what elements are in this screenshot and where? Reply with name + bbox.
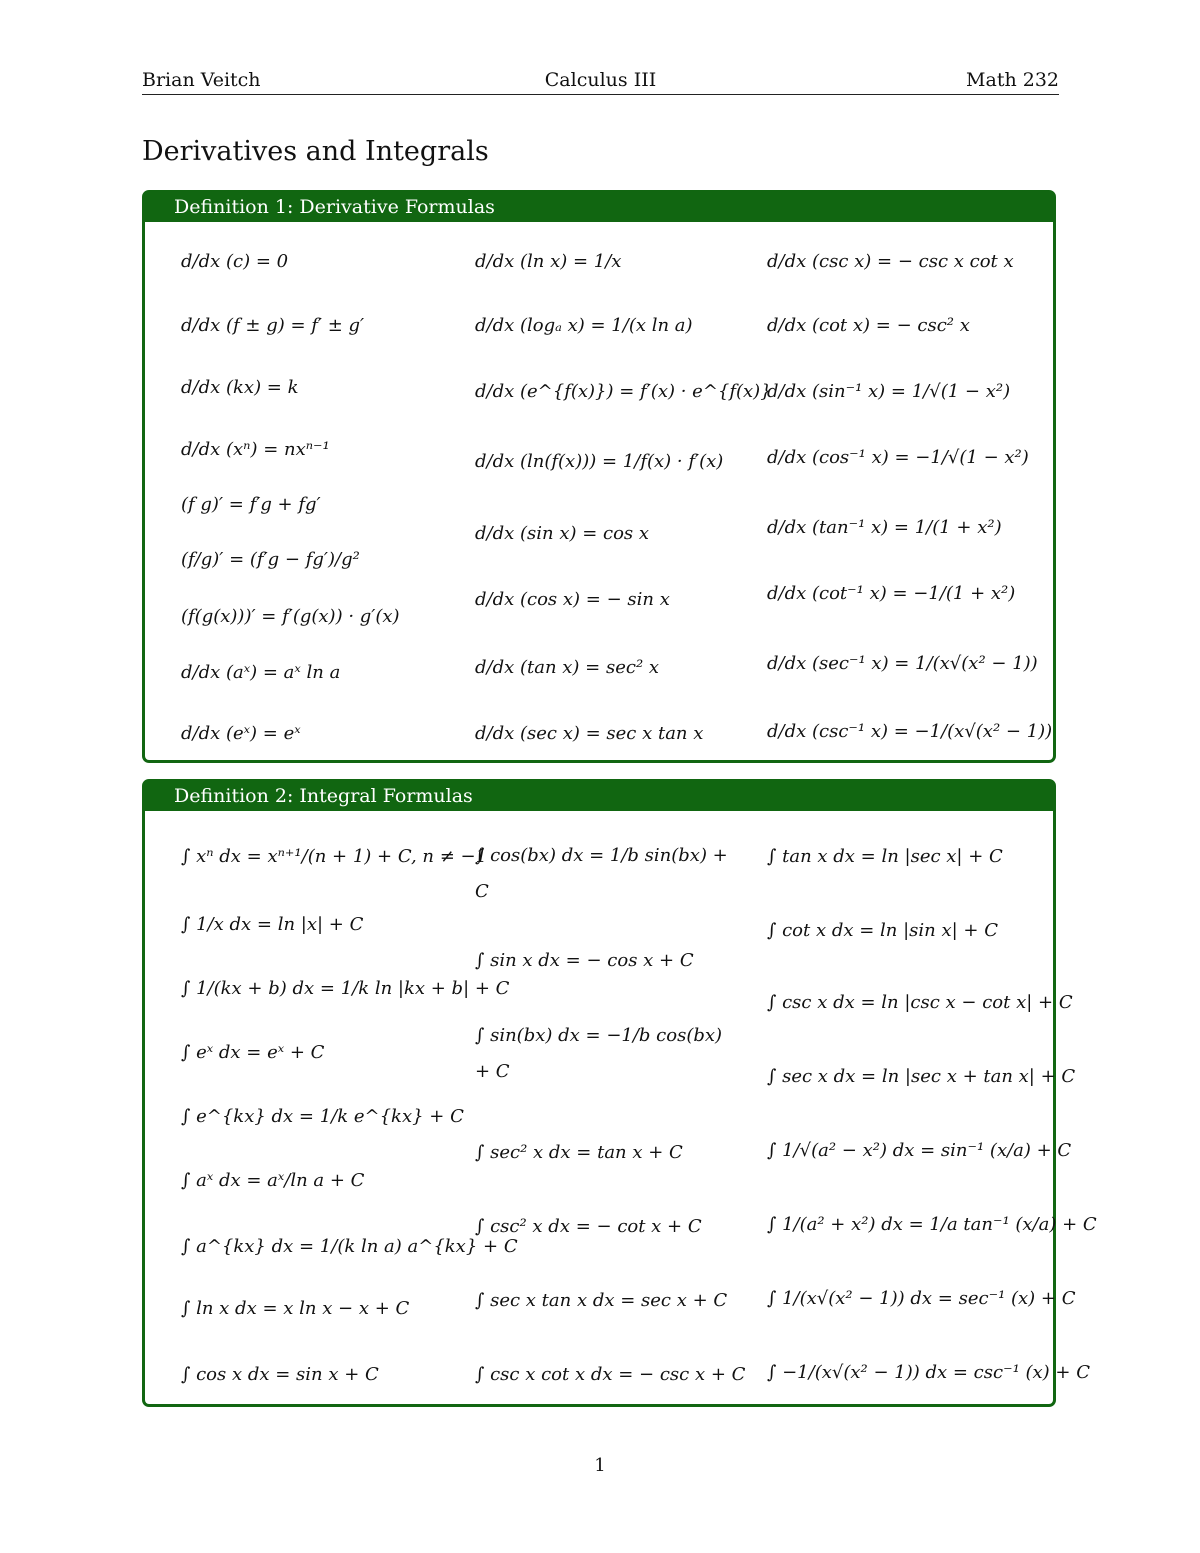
header-author: Brian Veitch — [142, 69, 261, 91]
integral-formulas-box — [142, 779, 1097, 1407]
derivative-formula: d/dx (sin⁻¹ x) = 1/√(1 − x²) — [767, 381, 1011, 402]
derivative-formula: d/dx (cot⁻¹ x) = −1/(1 + x²) — [767, 583, 1016, 604]
integral-formula: ∫ 1/(x√(x² − 1)) dx = sec⁻¹ (x) + C — [767, 1288, 1076, 1309]
integral-formulas-title: Definition 2: Integral Formulas — [145, 782, 1053, 811]
integral-formula: ∫ sec² x dx = tan x + C — [475, 1142, 683, 1163]
integral-formula: ∫ cot x dx = ln |sin x| + C — [767, 920, 999, 941]
derivative-formula: d/dx (aˣ) = aˣ ln a — [181, 662, 341, 683]
derivative-formula: d/dx (cot x) = − csc² x — [767, 315, 970, 336]
derivative-formula: d/dx (eˣ) = eˣ — [181, 723, 301, 744]
derivative-formula: d/dx (ln x) = 1/x — [475, 251, 622, 272]
integral-formula: ∫ tan x dx = ln |sec x| + C — [767, 846, 1003, 867]
page-header — [142, 68, 1059, 95]
integral-formula: ∫ csc² x dx = − cot x + C — [475, 1216, 702, 1237]
integral-formula: ∫ 1/x dx = ln |x| + C — [181, 914, 364, 935]
derivative-formulas-title: Definition 1: Derivative Formulas — [145, 193, 1053, 222]
integral-formula: ∫ cos x dx = sin x + C — [181, 1364, 379, 1385]
derivative-formulas-box — [142, 190, 1056, 763]
derivative-formula: d/dx (f ± g) = f′ ± g′ — [181, 315, 365, 336]
integral-formula: ∫ 1/√(a² − x²) dx = sin⁻¹ (x/a) + C — [767, 1140, 1072, 1161]
derivative-formula: d/dx (tan x) = sec² x — [475, 657, 660, 678]
derivative-formula: (f(g(x)))′ = f′(g(x)) · g′(x) — [181, 606, 400, 627]
derivative-formula: d/dx (csc x) = − csc x cot x — [767, 251, 1014, 272]
derivative-formula: d/dx (ln(f(x))) = 1/f(x) · f′(x) — [475, 451, 724, 472]
integral-formula: ∫ ln x dx = x ln x − x + C — [181, 1298, 410, 1319]
integral-formula: ∫ e^{kx} dx = 1/k e^{kx} + C — [181, 1106, 464, 1127]
page-number: 1 — [594, 1455, 606, 1476]
integral-formula: ∫ −1/(x√(x² − 1)) dx = csc⁻¹ (x) + C — [767, 1362, 1091, 1383]
integral-formula: ∫ csc x cot x dx = − csc x + C — [475, 1364, 746, 1385]
derivative-formula: d/dx (e^{f(x)}) = f′(x) · e^{f(x)} — [475, 381, 772, 402]
derivative-formula: d/dx (logₐ x) = 1/(x ln a) — [475, 315, 693, 336]
integral-formula: ∫ cos(bx) dx = 1/b sin(bx) + C — [475, 845, 728, 902]
header-course: Calculus III — [544, 69, 657, 91]
integral-formula: ∫ 1/(kx + b) dx = 1/k ln |kx + b| + C — [181, 978, 510, 999]
derivative-formula: (f g)′ = f′g + fg′ — [181, 494, 321, 515]
integral-formula: ∫ 1/(a² + x²) dx = 1/a tan⁻¹ (x/a) + C — [767, 1214, 1097, 1235]
integral-formula: ∫ sin(bx) dx = −1/b cos(bx) + C — [475, 1025, 723, 1082]
derivative-formula: (f/g)′ = (f′g − fg′)/g² — [181, 549, 360, 570]
integral-formula: ∫ eˣ dx = eˣ + C — [181, 1042, 325, 1063]
integral-formula: ∫ sec x dx = ln |sec x + tan x| + C — [767, 1066, 1076, 1087]
integral-formula: ∫ xⁿ dx = xⁿ⁺¹/(n + 1) + C, n ≠ −1 — [181, 846, 488, 867]
header-course-code: Math 232 — [966, 69, 1059, 91]
derivative-formula: d/dx (xⁿ) = nxⁿ⁻¹ — [181, 439, 330, 460]
integral-formula: ∫ sin x dx = − cos x + C — [475, 950, 694, 971]
derivative-formula: d/dx (cos⁻¹ x) = −1/√(1 − x²) — [767, 447, 1029, 468]
derivative-formula: d/dx (sec x) = sec x tan x — [475, 723, 704, 744]
derivative-formula: d/dx (sec⁻¹ x) = 1/(x√(x² − 1)) — [767, 653, 1038, 674]
page-title: Derivatives and Integrals — [142, 136, 489, 167]
derivative-formula: d/dx (cos x) = − sin x — [475, 589, 670, 610]
integral-formula: ∫ sec x tan x dx = sec x + C — [475, 1290, 728, 1311]
integral-formula: ∫ a^{kx} dx = 1/(k ln a) a^{kx} + C — [181, 1236, 518, 1257]
derivative-formula: d/dx (c) = 0 — [181, 251, 289, 272]
derivative-formula: d/dx (kx) = k — [181, 377, 299, 398]
derivative-formula: d/dx (csc⁻¹ x) = −1/(x√(x² − 1)) — [767, 721, 1053, 742]
integral-formula: ∫ aˣ dx = aˣ/ln a + C — [181, 1170, 365, 1191]
integral-formula: ∫ csc x dx = ln |csc x − cot x| + C — [767, 992, 1073, 1013]
derivative-formula: d/dx (tan⁻¹ x) = 1/(1 + x²) — [767, 517, 1002, 538]
derivative-formula: d/dx (sin x) = cos x — [475, 523, 650, 544]
